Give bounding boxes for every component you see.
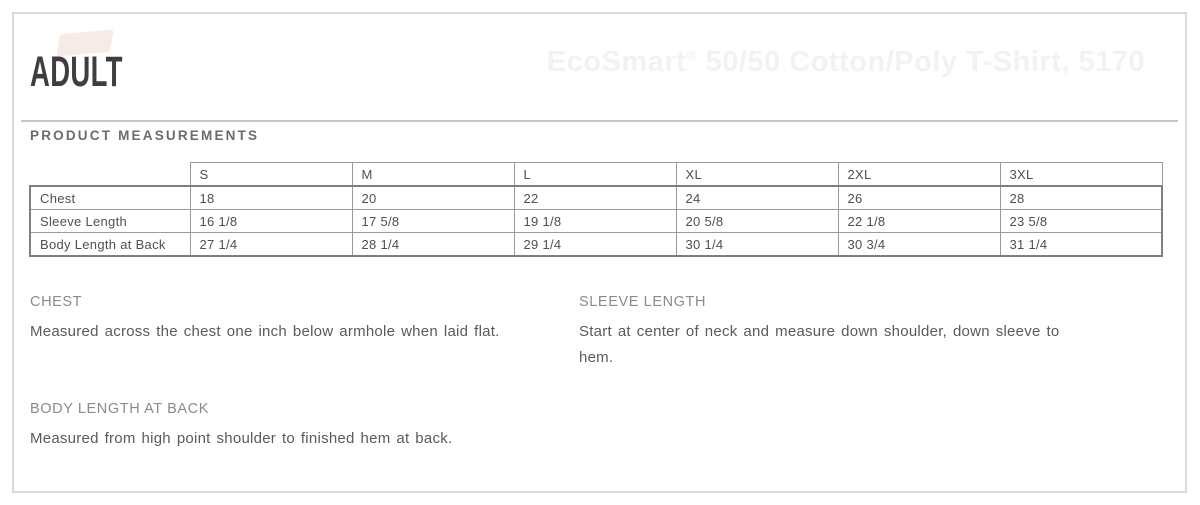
measurement-row-label: Sleeve Length (30, 210, 190, 233)
measurement-value-cell: 22 (514, 186, 676, 210)
measurement-value-cell: 18 (190, 186, 352, 210)
measurement-value-cell: 19 1/8 (514, 210, 676, 233)
page-title: ADULT (30, 48, 123, 96)
product-title-rest: 50/50 Cotton/Poly T-Shirt, 5170 (697, 46, 1145, 78)
measurement-value-cell: 20 (352, 186, 514, 210)
measurement-value-cell: 30 1/4 (676, 233, 838, 257)
measurement-value-cell: 29 1/4 (514, 233, 676, 257)
size-column-header: S (190, 163, 352, 187)
size-column-header: XL (676, 163, 838, 187)
corner-cell (30, 163, 190, 187)
measurement-value-cell: 28 1/4 (352, 233, 514, 257)
section-divider (21, 120, 1178, 122)
measurement-value-cell: 16 1/8 (190, 210, 352, 233)
registered-trademark-icon: ® (686, 47, 698, 64)
measurement-value-cell: 17 5/8 (352, 210, 514, 233)
product-title (547, 46, 1145, 79)
size-column-header: M (352, 163, 514, 187)
measurement-value-cell: 20 5/8 (676, 210, 838, 233)
measurements-table (29, 162, 1163, 257)
definition-sleeve-length (579, 294, 1097, 371)
measurement-row-label: Chest (30, 186, 190, 210)
measurement-row (30, 210, 1162, 233)
section-heading: PRODUCT MEASUREMENTS (30, 128, 260, 143)
measurements-table-body (30, 186, 1162, 256)
product-title-brand: EcoSmart (546, 46, 687, 78)
size-column-header: 3XL (1000, 163, 1162, 187)
definition-chest (30, 294, 570, 345)
measurement-row (30, 186, 1162, 210)
definition-description: Measured across the chest one inch below armhole when laid flat. (30, 323, 500, 340)
measurement-value-cell: 27 1/4 (190, 233, 352, 257)
measurement-value-cell: 22 1/8 (838, 210, 1000, 233)
measurement-row (30, 233, 1162, 257)
page-container (12, 12, 1187, 493)
size-header-row (30, 163, 1162, 187)
measurement-value-cell: 31 1/4 (1000, 233, 1162, 257)
definition-description: Measured from high point shoulder to finished hem at back. (30, 430, 453, 447)
definition-description: Start at center of neck and measure down shoulder, down sleeve to hem. (579, 323, 1060, 366)
definition-title: BODY LENGTH AT BACK (30, 401, 210, 417)
measurement-value-cell: 28 (1000, 186, 1162, 210)
definition-body-length-at-back (30, 401, 570, 452)
measurement-value-cell: 23 5/8 (1000, 210, 1162, 233)
measurement-row-label: Body Length at Back (30, 233, 190, 257)
definition-title: CHEST (30, 294, 83, 310)
size-column-header: 2XL (838, 163, 1000, 187)
measurement-value-cell: 24 (676, 186, 838, 210)
measurement-value-cell: 30 3/4 (838, 233, 1000, 257)
size-column-header: L (514, 163, 676, 187)
measurement-value-cell: 26 (838, 186, 1000, 210)
definition-title: SLEEVE LENGTH (579, 294, 707, 310)
